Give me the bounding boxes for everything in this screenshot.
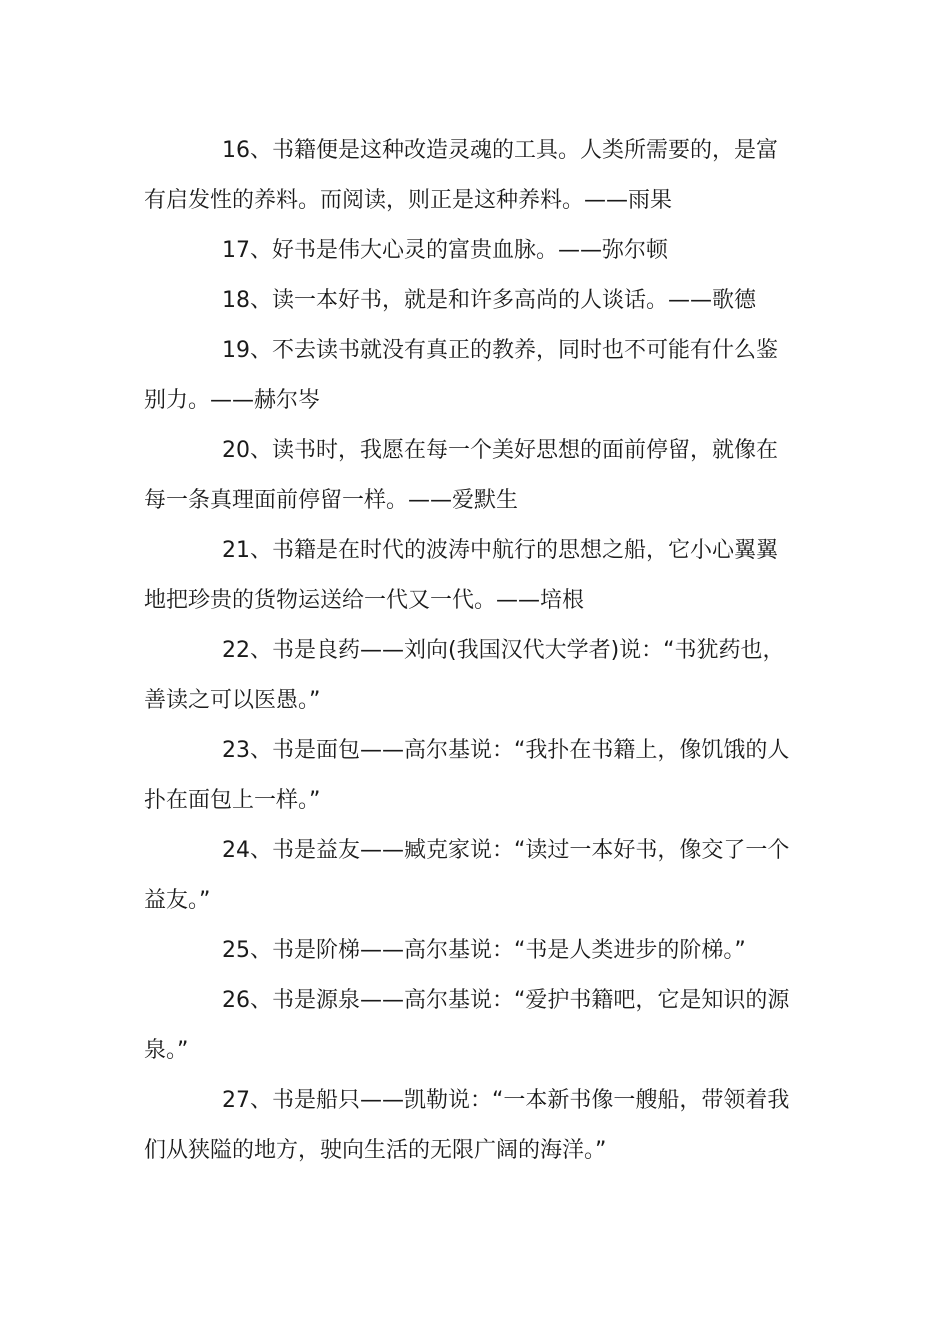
quote-paragraph-22: 22、书是良药——刘向(我国汉代大学者)说：“书犹药也，善读之可以医愚。”: [144, 638, 785, 713]
quote-paragraph-23: 23、书是面包——高尔基说：“我扑在书籍上，像饥饿的人扑在面包上一样。”: [144, 738, 790, 813]
quote-paragraph-21: 21、书籍是在时代的波涛中航行的思想之船，它小心翼翼地把珍贵的货物运送给一代又一代。——培根: [144, 538, 778, 613]
quote-paragraph-24: 24、书是益友——臧克家说：“读过一本好书，像交了一个益友。”: [144, 838, 790, 913]
quote-paragraph-25: 25、书是阶梯——高尔基说：“书是人类进步的阶梯。”: [222, 938, 746, 963]
quote-paragraph-26: 26、书是源泉——高尔基说：“爱护书籍吧，它是知识的源泉。”: [144, 988, 790, 1063]
quote-paragraph-16: 16、书籍便是这种改造灵魂的工具。人类所需要的，是富有启发性的养料。而阅读，则正是这种养料。——雨果: [144, 138, 778, 213]
quote-paragraph-17: 17、好书是伟大心灵的富贵血脉。——弥尔顿: [222, 238, 668, 263]
quote-paragraph-19: 19、不去读书就没有真正的教养，同时也不可能有什么鉴别力。——赫尔岑: [144, 338, 778, 413]
quote-paragraph-20: 20、读书时，我愿在每一个美好思想的面前停留，就像在每一条真理面前停留一样。——爱默生: [144, 438, 778, 513]
document-body: [144, 126, 794, 1176]
quote-paragraph-18: 18、读一本好书，就是和许多高尚的人谈话。——歌德: [222, 288, 756, 313]
quote-paragraph-27: 27、书是船只——凯勒说：“一本新书像一艘船，带领着我们从狭隘的地方，驶向生活的无限广阔的海洋。”: [144, 1088, 790, 1163]
